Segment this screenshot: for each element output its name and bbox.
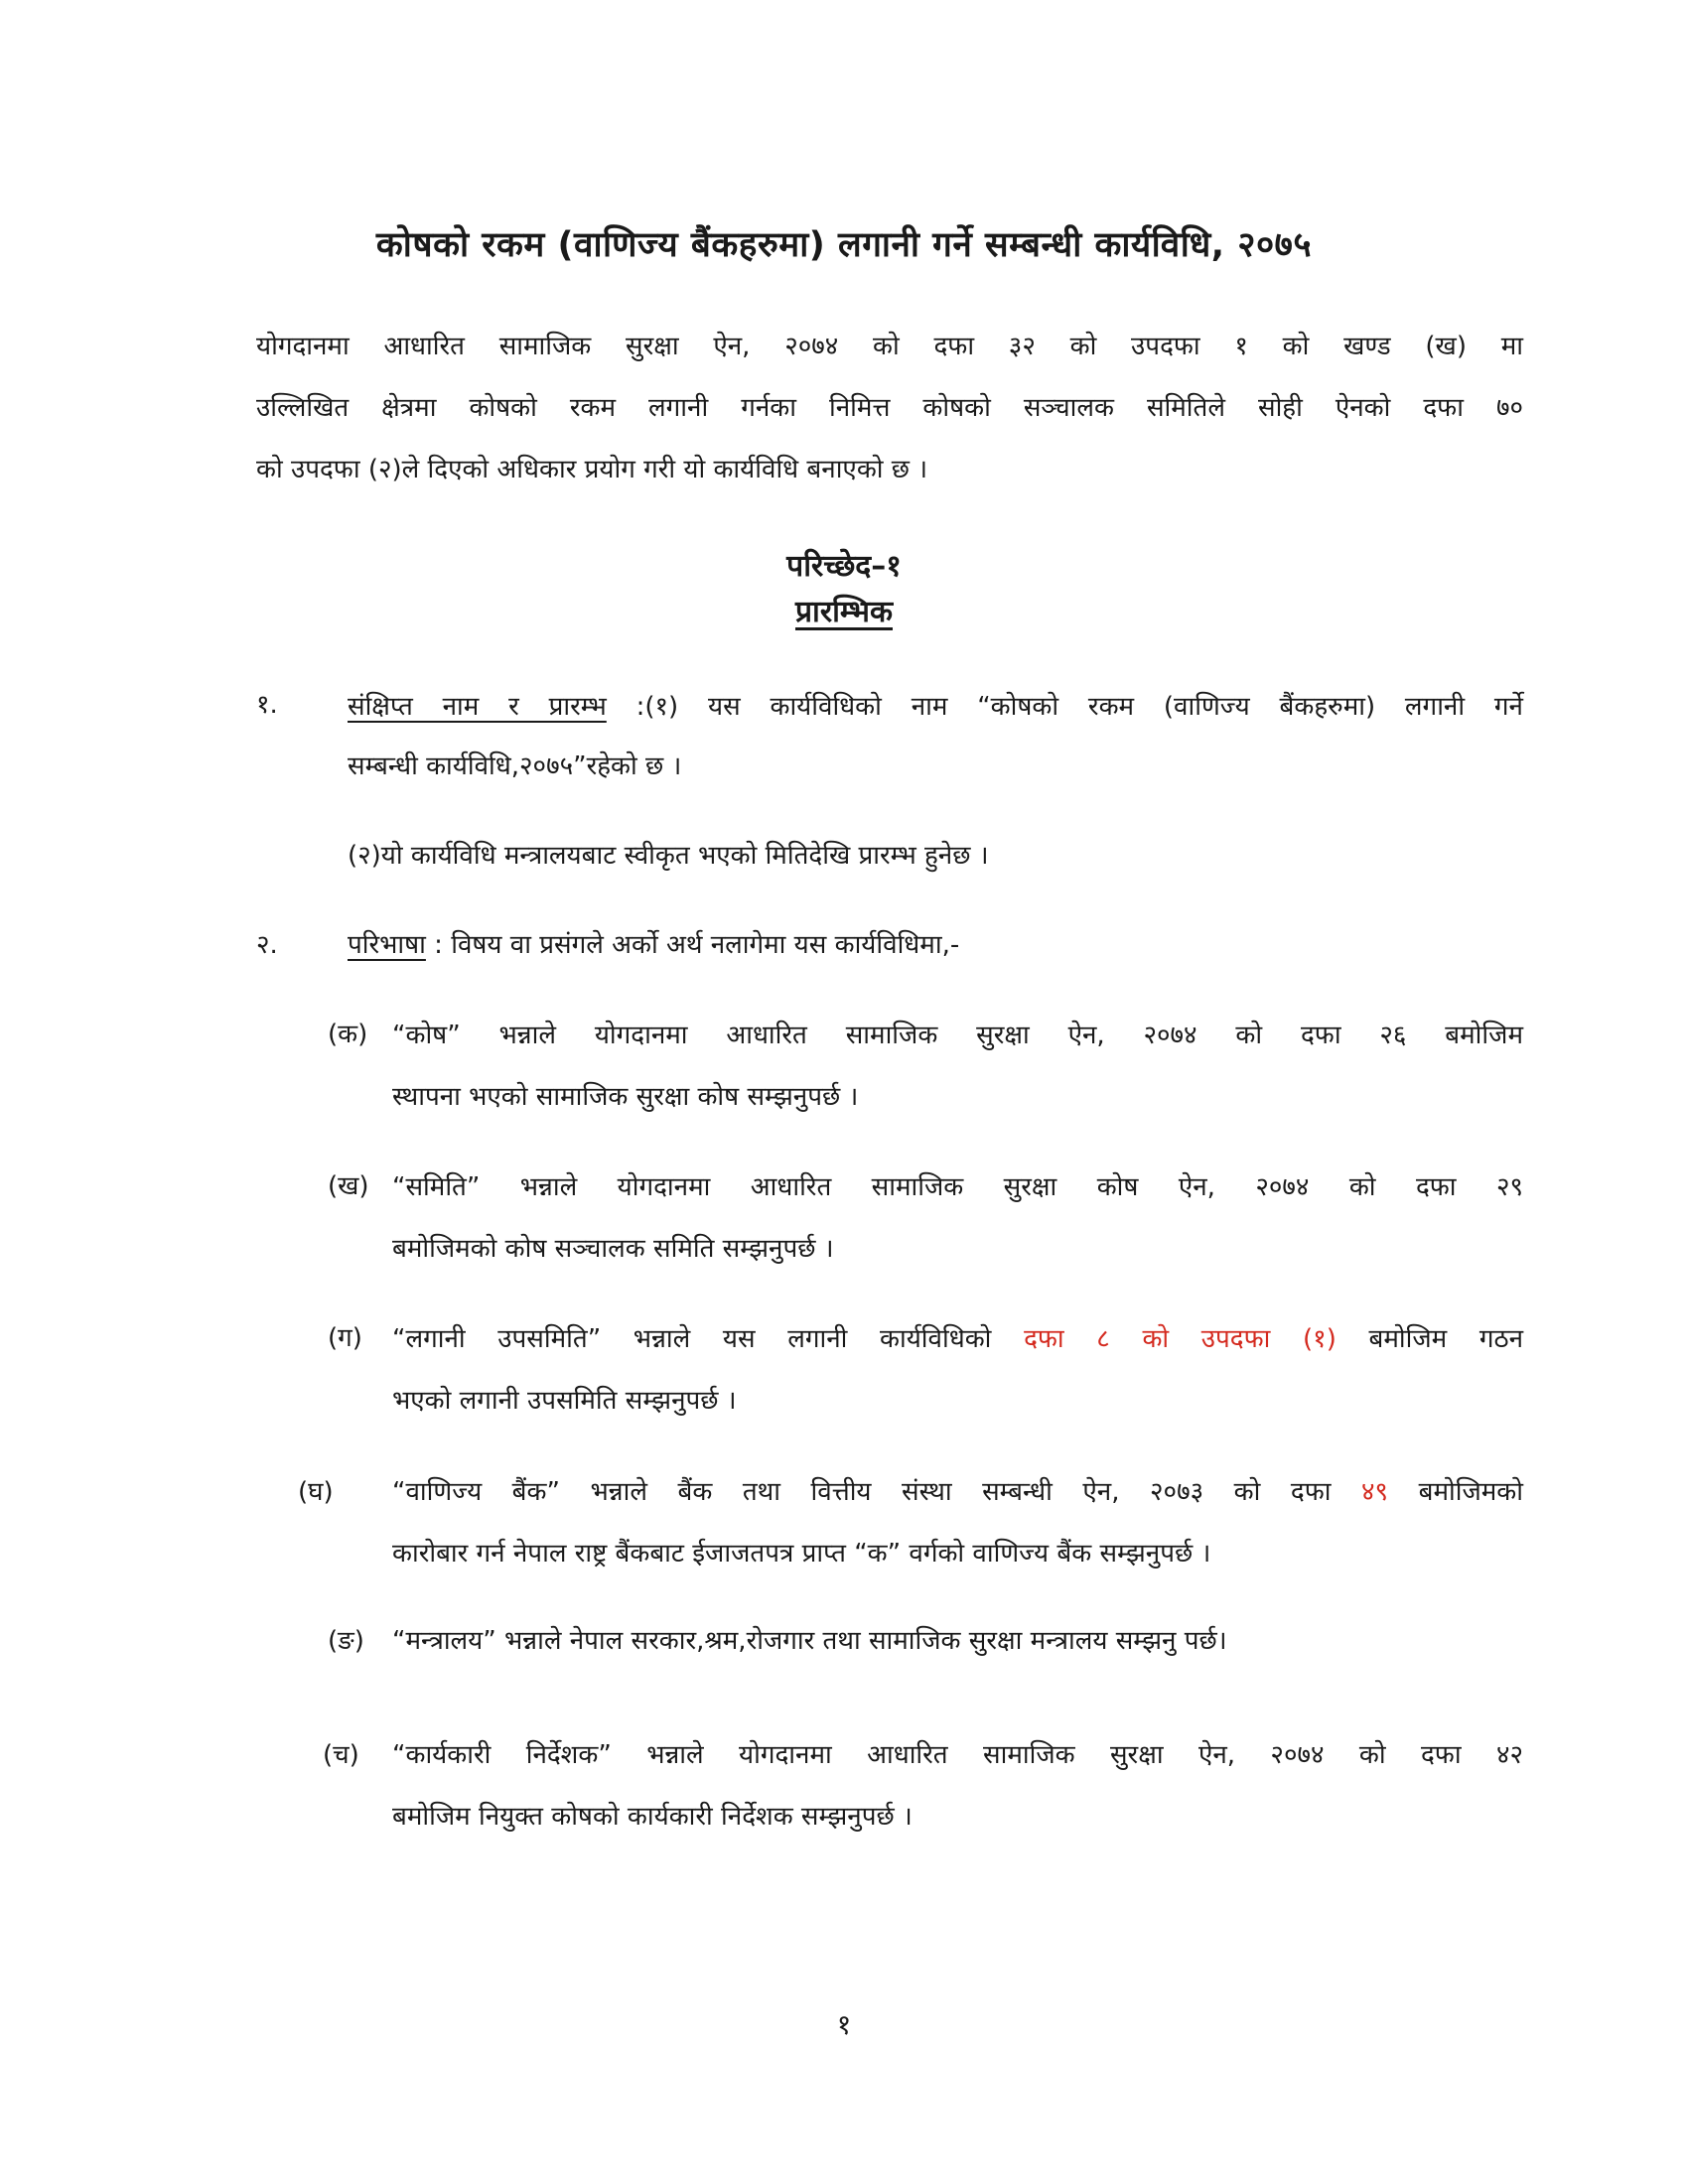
section-1 bbox=[348, 677, 1523, 796]
definition-text: “वाणिज्य बैंक” भन्नाले बैंक तथा वित्तीय संस्था सम्बन्धी ऐन, २०७३ को दफा bbox=[392, 1477, 1362, 1507]
definition-ka bbox=[392, 1005, 1523, 1128]
section-1-line: सम्बन्धी कार्यविधि,२०७५”रहेको छ । bbox=[348, 751, 682, 781]
preamble-line: उल्लिखित क्षेत्रमा कोषको रकम लगानी गर्नका निमित्त कोषको सञ्चालक समितिले सोही ऐनको दफा ७० bbox=[256, 393, 1523, 423]
definition-text: “लगानी उपसमिति” भन्नाले यस लगानी कार्यविधिको bbox=[392, 1324, 1025, 1354]
highlighted-reference: दफा ८ को उपदफा (१) bbox=[1024, 1324, 1336, 1354]
chapter-heading bbox=[645, 544, 1043, 635]
definition-kha bbox=[392, 1157, 1523, 1280]
preamble bbox=[256, 316, 1523, 500]
definition-line bbox=[392, 1461, 1523, 1523]
definition-line: “समिति” भन्नाले योगदानमा आधारित सामाजिक सुरक्षा कोष ऐन, २०७४ को दफा २९ bbox=[392, 1172, 1523, 1202]
section-heading: संक्षिप्त नाम र प्रारम्भ bbox=[348, 692, 607, 722]
definition-nga bbox=[392, 1610, 1523, 1672]
section-1-line bbox=[348, 677, 1523, 737]
definition-line: बमोजिमको कोष सञ्चालक समिति सम्झनुपर्छ । bbox=[392, 1234, 834, 1264]
definition-label: (घ) bbox=[298, 1477, 334, 1507]
definition-text: बमोजिमको bbox=[1388, 1477, 1524, 1507]
definition-line: कारोबार गर्न नेपाल राष्ट्र बैंकबाट ईजाजतपत्र प्राप्त “क” वर्गको वाणिज्य बैंक सम्झनुपर्छ । bbox=[392, 1539, 1211, 1569]
definition-line: “कार्यकारी निर्देशक” भन्नाले योगदानमा आधारित सामाजिक सुरक्षा ऐन, २०७४ को दफा ४२ bbox=[392, 1740, 1523, 1770]
definition-line bbox=[392, 1308, 1523, 1370]
document-title: कोषको रकम (वाणिज्य बैंकहरुमा) लगानी गर्ने सम्बन्धी कार्यविधि, २०७५ bbox=[375, 225, 1313, 265]
section-2 bbox=[348, 915, 959, 975]
definition-label: (च) bbox=[323, 1740, 359, 1770]
subsection-2: (२)यो कार्यविधि मन्त्रालयबाट स्वीकृत भएको मितिदेखि प्रारम्भ हुनेछ । bbox=[348, 841, 989, 871]
chapter-number: परिच्छेद–१ bbox=[786, 549, 902, 584]
highlighted-reference: ४९ bbox=[1361, 1477, 1389, 1507]
definition-label: (ङ) bbox=[328, 1626, 364, 1656]
definition-line: स्थापना भएको सामाजिक सुरक्षा कोष सम्झनुपर्छ । bbox=[392, 1082, 859, 1112]
section-number: २. bbox=[256, 930, 278, 960]
definition-line: भएको लगानी उपसमिति सम्झनुपर्छ । bbox=[392, 1386, 737, 1416]
preamble-line: योगदानमा आधारित सामाजिक सुरक्षा ऐन, २०७४ को दफा ३२ को उपदफा १ को खण्ड (ख) मा bbox=[256, 332, 1523, 361]
definition-cha bbox=[392, 1724, 1523, 1847]
definition-ga bbox=[392, 1308, 1523, 1432]
definition-gha bbox=[392, 1461, 1523, 1584]
section-heading: परिभाषा bbox=[348, 930, 426, 960]
section-text: :(१) यस कार्यविधिको नाम “कोषको रकम (वाणिज्य बैंकहरुमा) लगानी गर्ने bbox=[606, 692, 1523, 722]
page-number: १ bbox=[836, 2008, 852, 2041]
definition-label: (क) bbox=[328, 1020, 368, 1049]
definition-line: “मन्त्रालय” भन्नाले नेपाल सरकार,श्रम,रोजगार तथा सामाजिक सुरक्षा मन्त्रालय सम्झनु पर्छ। bbox=[392, 1626, 1227, 1656]
definition-label: (ग) bbox=[328, 1323, 362, 1353]
section-number: १. bbox=[256, 690, 278, 720]
definition-label: (ख) bbox=[328, 1171, 369, 1201]
preamble-line: को उपदफा (२)ले दिएको अधिकार प्रयोग गरी यो कार्यविधि बनाएको छ । bbox=[256, 455, 928, 484]
definition-text: बमोजिम गठन bbox=[1336, 1324, 1523, 1354]
chapter-name: प्रारम्भिक bbox=[794, 595, 893, 629]
section-text: : विषय वा प्रसंगले अर्को अर्थ नलागेमा यस कार्यविधिमा,- bbox=[425, 930, 960, 960]
definition-line: “कोष” भन्नाले योगदानमा आधारित सामाजिक सुरक्षा ऐन, २०७४ को दफा २६ बमोजिम bbox=[392, 1021, 1523, 1050]
definition-line: बमोजिम नियुक्त कोषको कार्यकारी निर्देशक सम्झनुपर्छ । bbox=[392, 1802, 913, 1832]
